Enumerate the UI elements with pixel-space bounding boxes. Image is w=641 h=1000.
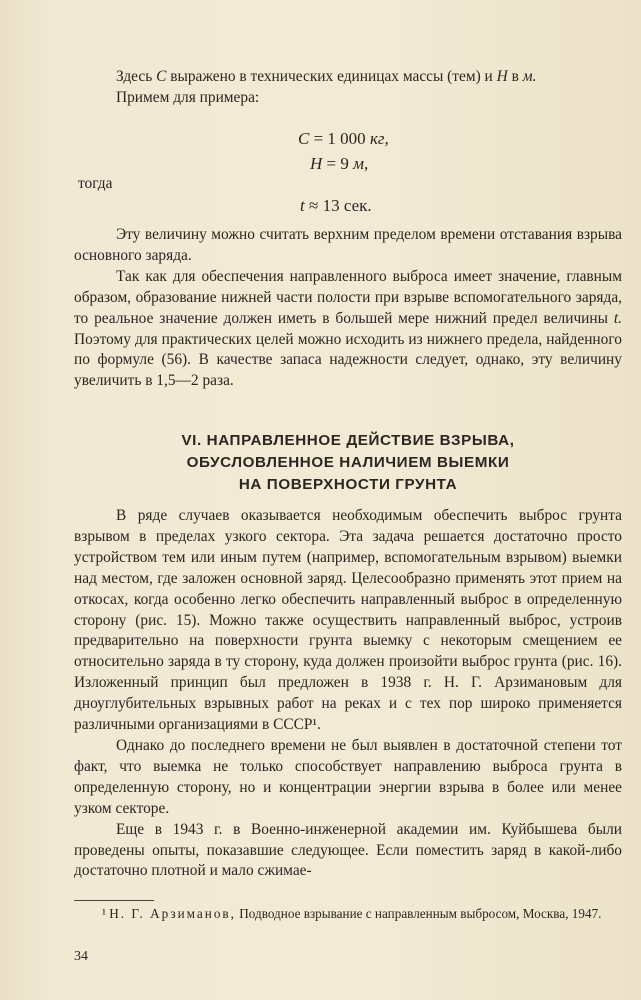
section-text-top <box>74 225 622 392</box>
intro-var-c: C <box>156 68 167 85</box>
heading-line-2: ОБУСЛОВЛЕННОЕ НАЛИЧИЕМ ВЫЕМКИ <box>186 454 510 471</box>
formula-c-unit: кг, <box>369 129 389 148</box>
formula-h <box>74 151 622 176</box>
then-line <box>74 176 622 193</box>
footnote-text: Подводное взрывание с направленным выбросом, Москва, 1947. <box>239 906 602 921</box>
intro-unit-m: м. <box>522 68 537 85</box>
formula-c <box>74 126 622 151</box>
intro-text-b: выражено в технических единицах массы (тем) и <box>170 68 493 85</box>
formula-h-value: = 9 <box>326 154 349 173</box>
example-line: Примем для примера: <box>116 88 260 106</box>
formula-t <box>74 193 622 218</box>
then-word: тогда <box>78 175 113 192</box>
footnote-author: Н. Г. Арзиманов, <box>109 906 236 921</box>
section-text-body <box>74 506 622 882</box>
intro-text-a: Здесь <box>116 68 153 85</box>
formula-t-value: ≈ 13 сек. <box>308 196 372 215</box>
paragraph-2-var-t: t. <box>613 309 622 327</box>
footnote <box>74 905 622 922</box>
formula-block <box>74 126 622 218</box>
intro-text-c: в <box>511 68 519 85</box>
formula-h-var: H <box>310 154 323 173</box>
heading-line-3: НА ПОВЕРХНОСТИ ГРУНТА <box>238 476 458 493</box>
paragraph-3: В ряде случаев оказывается необходимым обеспечить выброс грунта взрывом в пределах узкого сектора. Эта задача решается достаточно просто устройством тем или иным путем (например, вспомогательным взрывом) выемки над местом, где заложен основной заряд. Целесообразно применять этот прием на откосах, когда особенно легко обеспечить направленный выброс в определенную сторону (рис. 15). Можно также осуществить направленный выброс, устроив предварительно на поверхности грунта выемку с некоторым смещением ее относительно заряда в ту сторону, куда должен произойти выброс грунта (рис. 16). Изложенный принцип был предложен в 1938 г. Н. Г. Арзимановым для дноуглубительных взрывных работ на реках и с тех пор широко применяется различными организациями в СССР¹. <box>74 507 622 734</box>
intro-block <box>74 67 622 109</box>
paragraph-1: Эту величину можно считать верхним пределом времени отставания взрыва основного заряда. <box>74 226 622 264</box>
section-heading <box>74 430 622 496</box>
paragraph-2-text: Так как для обеспечения направленного выброса имеет значение, главным образом, образование нижней части полости при взрыве вспомогательного заряда, то реальное значение должен иметь в большей мере нижний предел величины <box>74 267 622 327</box>
footnote-rule <box>74 900 154 901</box>
paragraph-4: Однако до последнего времени не был выявлен в достаточной степени тот факт, что выемка не только способствует направлению выброса грунта в определенную сторону, но и концентрации энергии взрыва в более или менее узком секторе. <box>74 736 622 817</box>
heading-line-1: VI. НАПРАВЛЕННОЕ ДЕЙСТВИЕ ВЗРЫВА, <box>181 432 515 449</box>
intro-var-h: H <box>496 68 508 85</box>
formula-t-var: t <box>300 196 305 215</box>
intro-paragraph <box>74 67 622 88</box>
paragraph-5: Еще в 1943 г. в Военно-инженерной академии им. Куйбышева были проведены опыты, показавшие следующее. Если поместить заряд в какой-либо достаточно плотной и мало сжимае- <box>74 820 622 880</box>
paragraph-2 <box>74 267 622 392</box>
formula-h-unit: м, <box>353 154 369 173</box>
page-number: 34 <box>74 949 88 964</box>
formula-c-value: = 1 000 <box>313 129 366 148</box>
formula-c-var: C <box>298 129 310 148</box>
footnote-mark: ¹ <box>102 906 106 921</box>
paragraph-2-rest: Поэтому для практических целей можно исходить из нижнего предела, найденного по формуле (56). В качестве запаса надежности следует, однако, эту величину увеличить в 1,5—2 раза. <box>74 330 622 390</box>
